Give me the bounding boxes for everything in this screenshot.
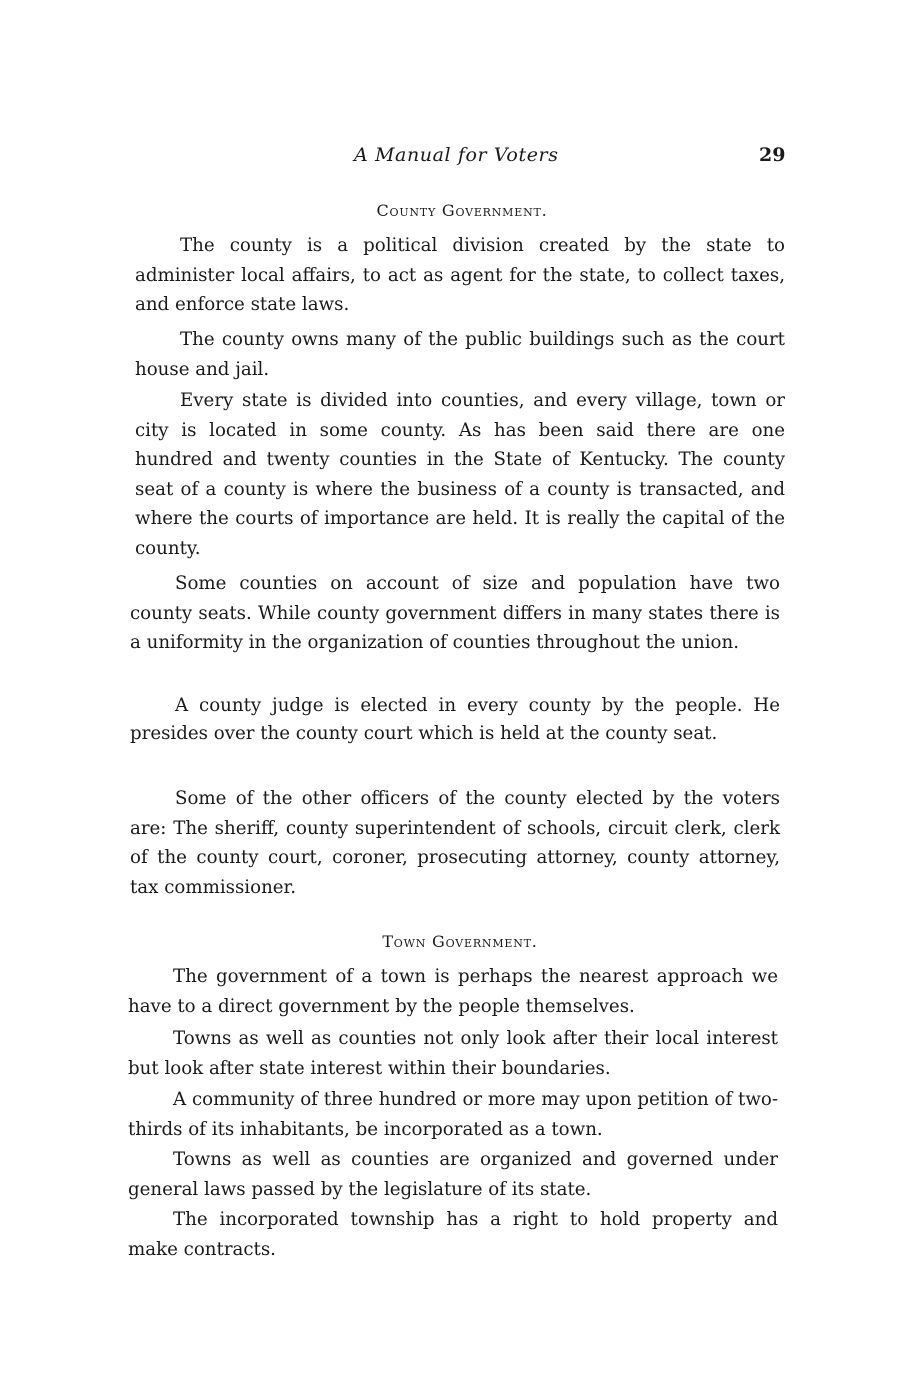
paragraph: Some counties on account of size and population have two county seats. While county government differs in many states there is a uniformity in the organization of counties throughout the union. [130, 573, 780, 653]
paragraph: The county owns many of the public buildings such as the court house and jail. [135, 329, 785, 380]
running-head [0, 144, 920, 172]
page-number: 29 [759, 144, 786, 166]
section-heading-county-government: County Government. [376, 201, 548, 220]
paragraph: The government of a town is perhaps the nearest approach we have to a direct government by the people themselves. [128, 966, 778, 1017]
paragraph: Every state is divided into counties, and every village, town or city is located in some county. As has been said there are one hundred and twenty counties in the State of Kentucky. The county seat of a county is where the business of a county is transacted, and where the courts of importance are held. It is really the capital of the county. [135, 390, 785, 559]
paragraph: Some of the other officers of the county elected by the voters are: The sheriff, county superintendent of schools, circuit clerk, clerk of the county court, coroner, prosecuting attorney, county attorney, tax commissioner. [130, 788, 780, 898]
paragraph: The county is a political division created by the state to administer local affairs, to act as agent for the state, to collect taxes, and enforce state laws. [135, 235, 785, 315]
paragraph: A community of three hundred or more may upon petition of two-thirds of its inhabitants, be incorporated as a town. [128, 1089, 778, 1140]
section-heading-town-government: Town Government. [382, 932, 538, 951]
paragraph: A county judge is elected in every county by the people. He presides over the county court which is held at the county seat. [130, 695, 780, 744]
running-title: A Manual for Voters [354, 144, 559, 166]
paragraph: Towns as well as counties are organized and governed under general laws passed by the legislature of its state. [128, 1149, 778, 1200]
paragraph: Towns as well as counties not only look after their local interest but look after state interest within their boundaries. [128, 1028, 778, 1079]
paragraph: The incorporated township has a right to hold property and make contracts. [128, 1209, 778, 1260]
